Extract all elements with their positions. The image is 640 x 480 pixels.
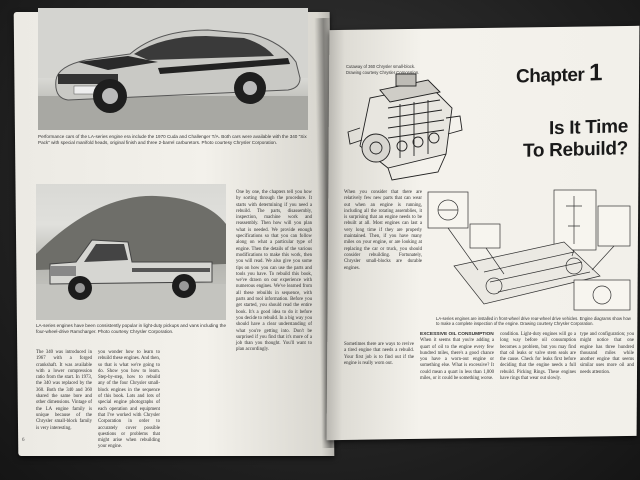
right-text-column-5: type and configuration; you might notice that one engine has three hundred thousand miles while another engine that seems similar uses more oil and needs attention. (580, 332, 634, 375)
diagram-caption: LA-series engines are installed in front-wheel drive rear-wheel drive vehicles. Engine diagrams show how to make a complete inspection of the engine. Drawing courtesy Chrysler Corporation. (436, 316, 631, 327)
pickup-truck-image (36, 184, 226, 320)
chapter-title-line-1: Is It Time (548, 116, 628, 140)
truck-photo-caption: LA-series engines have been consistently popular in light-duty pickups and vans including the four-wheel-drive Ramcharger. Photo courtesy Chrysler Corporation. (36, 323, 226, 334)
section-subhead: EXCESSIVE OIL CONSUMPTION (420, 332, 494, 337)
chapter-heading (516, 59, 626, 90)
left-text-column-4: One by one, the chapters tell you how by sorting through the procedure. It starts with determining if you need a rebuild. The parts, disassembly, inspection, machine work and reassembly. Then how will you plan what is needed. We provide enough specifications so that you can follow along on what a particular type of engine. Then the details of the various modifications to make this work, then you will read. We also give you some tips on how you can use the parts and tools you have. To rebuild this book, we've drawn on our experience with numerous engines. We've learned from all these rebuilds in sequence, with parts and tool information. Before you get started, you should read the entire book. It's a good idea to do it before you decide to rebuild. In a big way you should have a clear understanding of what you're getting into. Don't be surprised if you find that it's more of a job than you thought. You'll want to plan accordingly. (236, 190, 312, 353)
right-text-column-3 (420, 332, 494, 412)
left-text-column-1: The 340 was introduced in 1967 with a forged crankshaft. It was available with a lower compression ratio from the start. In 1973, the 340 was replaced by the 360. Both the 340 and 360 shared the same bore and other dimensions. Vintage of the LA engine family is unique because of the Chrysler small-block family is very interesting. (36, 350, 92, 431)
engine-cutaway-illustration (340, 68, 470, 186)
diagram-drawing-icon (424, 186, 634, 314)
engine-inspection-diagram (424, 186, 634, 314)
right-text-column-3-body: When it seems that you're adding a quart of oil to the engine every few hundred miles, there's a good chance you have a worn-out engine or something else. What is excessive? It could mean a quart in less than 1,000 miles, or it could be something worse. (420, 338, 494, 382)
page-number: 6 (22, 438, 25, 443)
engine-drawing-icon (340, 68, 470, 186)
right-text-column-2-body: Sometimes there are ways to revive a tired engine that needs a rebuild. Your first job is to find out if the engine is really worn out. (344, 342, 414, 366)
engine-caption: Cutaway of 360 Chrysler small-block. Drawing courtesy Chrysler Corporation. (346, 64, 420, 75)
right-text-column-2 (344, 342, 414, 412)
car-photo (38, 8, 308, 130)
right-text-column-4: condition. Light-duty engines will go a long way before oil consumption becomes a problem, but you may find that oil leaks or valve stem seals are the cause. Check for leaks first before deciding that the engine needs a full rebuild. Picking Rings. These engines have rings that wear out slowly. (500, 332, 576, 382)
muscle-car-image (38, 8, 308, 130)
truck-photo (36, 184, 226, 320)
chapter-label: Chapter (516, 64, 585, 88)
right-text-column-1: When you consider that there are relatively few new parts that can wear out when an engine is running, including all the rotating assemblies, it is surprising that an engine needs to be rebuilt at all. Most engines can last a very long time if they are properly maintained. Then, if you have many miles on your engine, or are looking at replacing the car or truck, you should consider rebuilding. Fortunately, Chrysler small-blocks are durable engines. (344, 190, 422, 271)
chapter-number: 1 (589, 59, 602, 87)
left-text-column-2: you wonder how to learn to rebuild these engines. And then, so that is what we're going to do. Show you how to learn. Step-by-step, how to rebuild any of the four Chrysler small-block engines in the sequence of this book. Lots and lots of special engine photographs of each operation and equipment that I've worked with Chrysler Corporation in order to accurately cover possible questions or problems that might arise when rebuilding your engine. (98, 350, 160, 450)
car-photo-caption: Performance cars of the LA-series engine era include the 1970 Cuda and Challenger T/A. Both cars were available with the 340 "Six Pack" with special manifold heads, original finish and three 2-barrel carburetors. Photo courtesy Chrysler Corporation. (38, 134, 307, 145)
chapter-title-line-2: To Rebuild? (522, 138, 628, 162)
chapter-title (488, 116, 628, 164)
